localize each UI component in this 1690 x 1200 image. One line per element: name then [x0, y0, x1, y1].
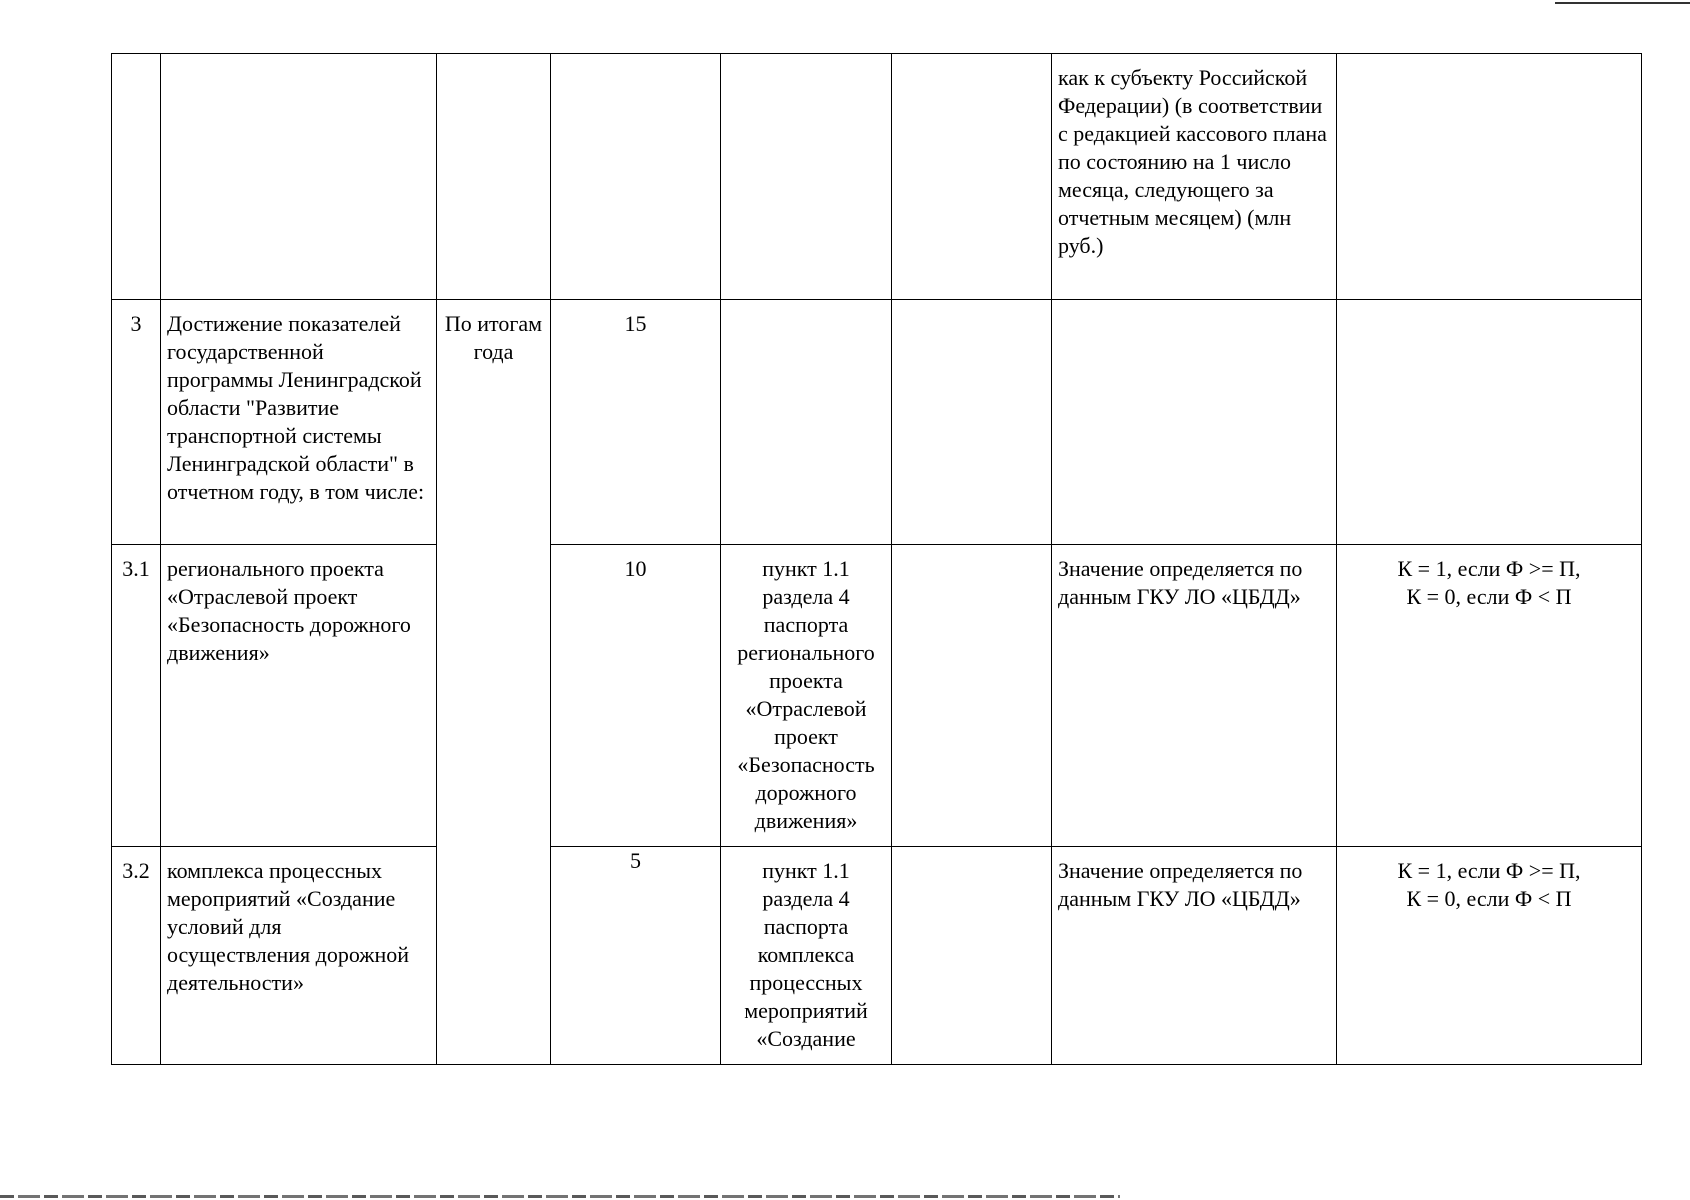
cell-formula	[1337, 545, 1642, 847]
table-row-3-1	[112, 545, 1642, 847]
cell-weight	[551, 54, 721, 300]
table-row-continuation	[112, 54, 1642, 300]
cell-source	[721, 300, 892, 545]
formula-line: К = 0, если Ф < П	[1406, 584, 1572, 609]
cell-num: 3.2	[112, 847, 161, 1065]
table-row-3	[112, 300, 1642, 545]
cell-name: Достижение показателей государственной программы Ленинградской области "Развитие транспортной системы Ленинградской области" в отчетном году, в том числе:	[161, 300, 437, 545]
cell-name: регионального проекта «Отраслевой проект «Безопасность дорожного движения»	[161, 545, 437, 847]
cell-weight: 10	[551, 545, 721, 847]
cell-name	[161, 54, 437, 300]
cell-num	[112, 54, 161, 300]
cell-name: комплекса процессных мероприятий «Создание условий для осуществления дорожной деятельности»	[161, 847, 437, 1065]
cell-empty	[892, 300, 1052, 545]
cell-formula	[1337, 54, 1642, 300]
cell-formula	[1337, 300, 1642, 545]
formula-line: К = 1, если Ф >= П,	[1397, 556, 1581, 581]
table-row-3-2	[112, 847, 1642, 1065]
cell-num: 3.1	[112, 545, 161, 847]
cell-method: Значение определяется по данным ГКУ ЛО «ЦБДД»	[1052, 847, 1337, 1065]
scan-edge-mark	[1555, 2, 1690, 4]
indicator-table	[111, 53, 1642, 1065]
cell-period	[437, 54, 551, 300]
cell-formula	[1337, 847, 1642, 1065]
cell-method: как к субъекту Российской Федерации) (в соответствии с редакцией кассового плана по состоянию на 1 число месяца, следующего за отчетным месяцем) (млн руб.)	[1052, 54, 1337, 300]
cell-empty	[892, 54, 1052, 300]
cell-method: Значение определяется по данным ГКУ ЛО «ЦБДД»	[1052, 545, 1337, 847]
cell-num: 3	[112, 300, 161, 545]
cell-source	[721, 54, 892, 300]
cell-weight: 15	[551, 300, 721, 545]
cell-period: По итогам года	[437, 300, 551, 1065]
formula-line: К = 1, если Ф >= П,	[1397, 858, 1581, 883]
cell-empty	[892, 545, 1052, 847]
cell-weight: 5	[551, 847, 721, 1065]
cell-source: пункт 1.1 раздела 4 паспорта регионального проекта «Отраслевой проект «Безопасность дорожного движения»	[721, 545, 892, 847]
cell-method	[1052, 300, 1337, 545]
cell-empty	[892, 847, 1052, 1065]
scan-edge-mark	[0, 1195, 1120, 1198]
cell-source: пункт 1.1 раздела 4 паспорта комплекса процессных мероприятий «Создание	[721, 847, 892, 1065]
formula-line: К = 0, если Ф < П	[1406, 886, 1572, 911]
